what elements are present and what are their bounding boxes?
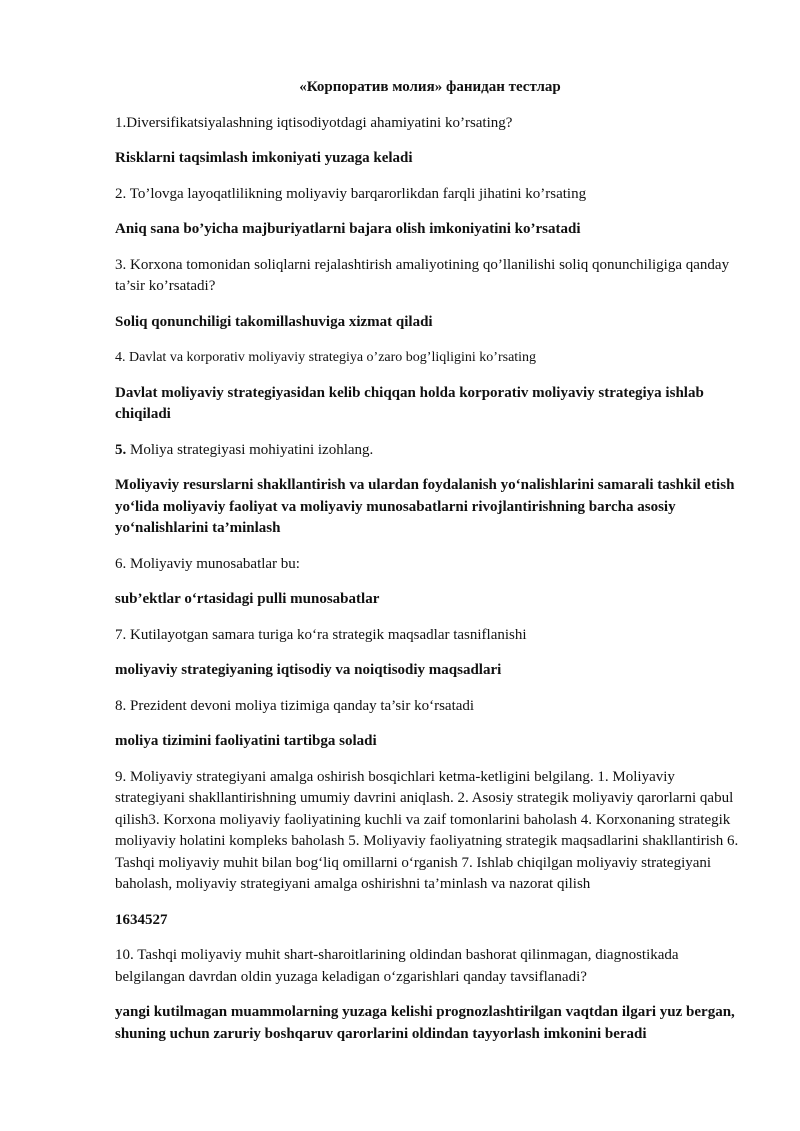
question-10: 10. Tashqi moliyaviy muhit shart-sharoitlarining oldindan bashorat qilinmagan, diagnostikada belgilangan davrdan oldin yuzaga keladigan o‘zgarishlari qanday tavsiflanadi?: [115, 947, 679, 985]
question-1: 1.Diversifikatsiyalashning iqtisodiyotdagi ahamiyatini ko’rsating?: [115, 114, 513, 131]
question-3: 3. Korxona tomonidan soliqlarni rejalashtirish amaliyotining qo’llanilishi soliq qonunchiligiga qanday ta’sir ko’rsatadi?: [115, 256, 730, 294]
question-4: 4. Davlat va korporativ moliyaviy strategiya o’zaro bog’liqligini ko’rsating: [115, 350, 537, 365]
document-page: [115, 77, 745, 1059]
document-title: «Корпоратив молия» фанидан тестлар: [299, 79, 561, 95]
answer-5: Moliyaviy resurslarni shakllantirish va ulardan foydalanish yo‘nalishlarini samarali tashkil etish yo‘lida moliyaviy faoliyat va moliyaviy munosabatlarni rivojlantirishning barcha asosiy yo‘nalishlarini ta’minlash: [115, 477, 735, 536]
answer-7: moliyaviy strategiyaning iqtisodiy va noiqtisodiy maqsadlari: [115, 662, 502, 678]
question-5-text: Moliya strategiyasi mohiyatini izohlang.: [126, 441, 374, 458]
answer-3: Soliq qonunchiligi takomillashuviga xizmat qiladi: [115, 313, 433, 330]
question-5-number: 5.: [115, 441, 127, 458]
answer-10: yangi kutilmagan muammolarning yuzaga kelishi prognozlashtirilgan vaqtdan ilgari yuz bergan, shuning uchun zaruriy boshqaruv qarorlarini oldindan tayyorlash imkonini beradi: [115, 1004, 735, 1042]
answer-8: moliya tizimini faoliyatini tartibga soladi: [115, 733, 377, 749]
answer-4: Davlat moliyaviy strategiyasidan kelib chiqqan holda korporativ moliyaviy strategiya ishlab chiqiladi: [115, 384, 704, 422]
question-2: 2. To’lovga layoqatlilikning moliyaviy barqarorlikdan farqli jihatini ko’rsating: [115, 185, 587, 202]
question-8: 8. Prezident devoni moliya tizimiga qanday ta’sir ko‘rsatadi: [115, 697, 475, 714]
answer-2: Aniq sana bo’yicha majburiyatlarni bajara olish imkoniyatini ko’rsatadi: [115, 221, 581, 237]
answer-9: 1634527: [115, 911, 168, 928]
question-6: 6. Moliyaviy munosabatlar bu:: [115, 555, 300, 572]
answer-6: sub’ektlar o‘rtasidagi pulli munosabatlar: [115, 591, 380, 607]
question-7: 7. Kutilayotgan samara turiga ko‘ra strategik maqsadlar tasniflanishi: [115, 626, 527, 643]
question-5: [115, 440, 745, 462]
answer-1: Risklarni taqsimlash imkoniyati yuzaga keladi: [115, 150, 413, 166]
question-9: 9. Moliyaviy strategiyani amalga oshirish bosqichlari ketma-ketligini belgilang. 1. Moliyaviy strategiyani shakllantirishning umumiy davrini aniqlash. 2. Asosiy strategik moliyaviy qarorlarni qabul qilish3. Korxona moliyaviy faoliyatining kuchli va zaif tomonlarini baholash 4. Korxonaning strategik moliyaviy holatini kompleks baholash 5. Moliyaviy faoliyatning strategik maqsadlarini shakllantirish 6. Tashqi moliyaviy muhit bilan bog‘liq omillarni o‘rganish 7. Ishlab chiqilgan moliyaviy strategiyani baholash, moliyaviy strategiyani amalga oshirishni ta’minlash va nazorat qilish: [115, 768, 739, 892]
